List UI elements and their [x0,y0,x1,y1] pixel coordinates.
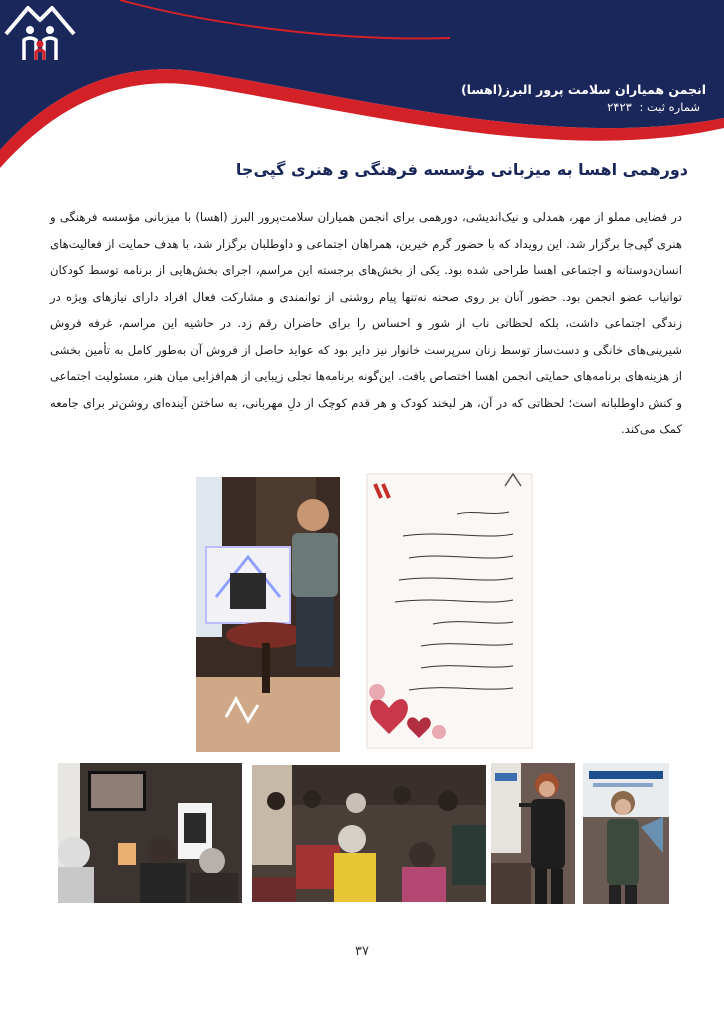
handwritten-poem-card-photo [363,470,536,752]
registration-label: شماره ثبت : [639,100,700,114]
org-name: انجمن همیاران سلامت پرور البرز(اهسا) [460,82,706,97]
registration-number: ۲۴۲۳ [607,100,632,114]
page-header [0,0,724,175]
event-speaker-photo [196,477,340,752]
header-navy-band [0,0,724,150]
org-logo-icon [0,0,80,64]
article-body: در فضایی مملو از مهر، همدلی و نیک‌اندیشی، دورهمی برای انجمن همیاران سلامت‌پرور البرز (اهسا) با میزبانی مؤسسه فرهنگی و هنری گپی‌جا برگزار شد. این رویداد که با حضور گرم خیرین، همراهان اجتماعی و داوطلبان برگزار شد، با هدف حمایت از فعالیت‌های انسان‌دوستانه و اجتماعی اهسا طراحی شده بود. یکی از بخش‌های برجسته این مراسم، اجرای بخش‌هایی از برنامه توسط کودکان توانیاب عضو انجمن بود. حضور آنان بر روی صحنه نه‌تنها پیام روشنی از توانمندی و مشارکت فعال افراد دارای نیازهای ویژه در زندگی اجتماعی داشت، بلکه لحظاتی ناب از شور و احساس را برای حاضران رقم زد. در حاشیه این مراسم، غرفه فروش شیرینی‌های خانگی و دست‌ساز توسط زنان سرپرست خانوار نیز دایر بود که عواید حاصل از فروش آن به‌طور کامل به تأمین بخشی از هزینه‌های برنامه‌های حمایتی انجمن اهسا اختصاص یافت. این‌گونه برنامه‌ها تجلی زیبایی از هم‌افزایی میان هنر، مسئولیت اجتماعی و کنش داوطلبانه است؛ لحظاتی که در آن، هر لبخند کودک و هر قدم کوچک از دلِ مهربانی، به ساختن آینده‌ای روشن‌تر برای جامعه کمک می‌کند. [50,210,682,436]
woman-speaking-photo [491,763,575,904]
audience-video-screen-photo [58,763,242,903]
woman-presenter-photo [583,763,669,904]
article-title: دورهمی اهسا به میزبانی مؤسسه فرهنگی و هنری گپی‌جا [235,160,688,179]
seated-audience-photo [252,765,486,902]
registration-line [502,100,702,114]
page-number: ۳۷ [355,944,369,959]
